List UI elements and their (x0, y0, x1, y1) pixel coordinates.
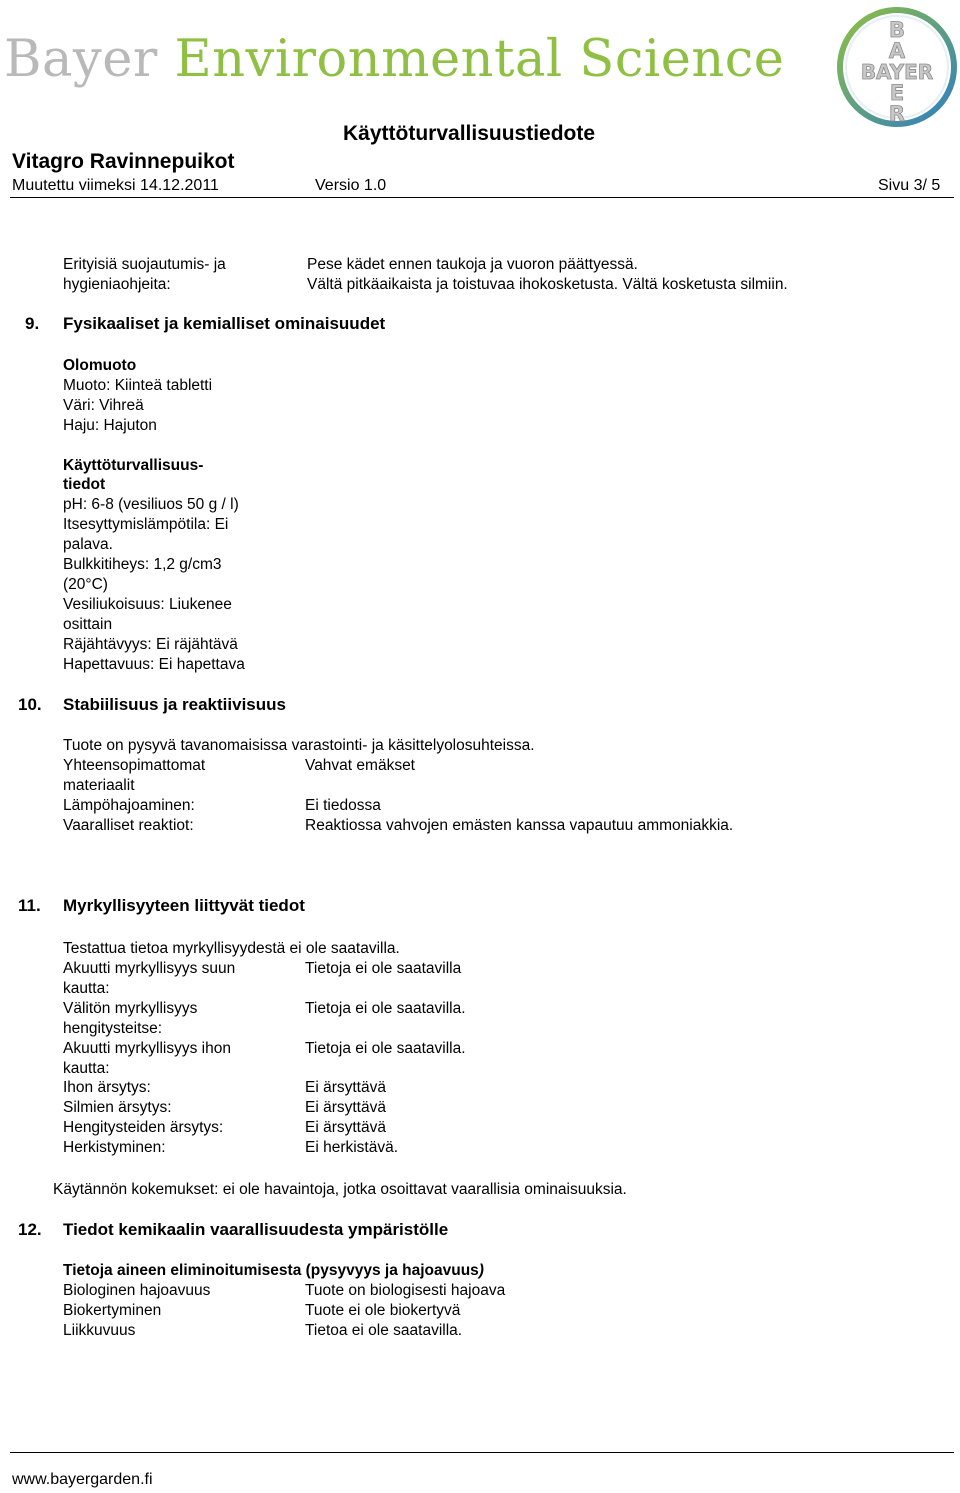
section-12-title: Tiedot kemikaalin vaarallisuudesta ympäristölle (63, 1220, 449, 1239)
toxicity-intro: Testattua tietoa myrkyllisyydestä ei ole saatavilla. (63, 940, 400, 957)
logo-word: BAYER (860, 60, 934, 84)
reactivity-value: Ei tiedossa (305, 797, 381, 814)
elimination-heading-text: Tietoja aineen eliminoitumisesta (pysyvyys ja hajoavuus (63, 1262, 479, 1279)
toxicity-value: Tietoja ei ole saatavilla. (305, 1000, 466, 1017)
logo-letter-b: B (888, 18, 906, 42)
product-name: Vitagro Ravinnepuikot (12, 150, 235, 173)
safety-line: osittain (63, 616, 113, 633)
safety-heading-2: tiedot (63, 476, 106, 493)
section-11-title: Myrkyllisyyteen liittyvät tiedot (63, 896, 305, 915)
footer-url[interactable]: www.bayergarden.fi (12, 1471, 153, 1488)
safety-line: Bulkkitiheys: 1,2 g/cm3 (63, 556, 222, 573)
toxicity-label: Välitön myrkyllisyys (63, 1000, 198, 1017)
eco-label: Biologinen hajoavuus (63, 1282, 211, 1299)
eco-label: Liikkuvuus (63, 1322, 136, 1339)
safety-line: Räjähtävyys: Ei räjähtävä (63, 636, 238, 653)
toxicity-label: Silmien ärsytys: (63, 1099, 172, 1116)
version: Versio 1.0 (315, 177, 387, 194)
safety-line: Hapettavuus: Ei hapettava (63, 656, 245, 673)
toxicity-value: Ei ärsyttävä (305, 1099, 386, 1116)
appearance-line: Väri: Vihreä (63, 397, 144, 414)
reactivity-value: Reaktiossa vahvojen emästen kanssa vapautuu ammoniakkia. (305, 817, 734, 834)
bayer-logo (836, 4, 958, 130)
toxicity-value: Ei herkistävä. (305, 1139, 399, 1156)
eco-value: Tietoa ei ole saatavilla. (305, 1322, 463, 1339)
toxicity-label: Hengitysteiden ärsytys: (63, 1119, 224, 1136)
section-9-title: Fysikaaliset ja kemialliset ominaisuudet (63, 314, 386, 333)
section-10-title: Stabiilisuus ja reaktiivisuus (63, 695, 286, 714)
logo-letter-a: A (888, 39, 906, 63)
elimination-heading (63, 1262, 484, 1280)
section-10-number: 10. (18, 695, 42, 714)
section-12-number: 12. (18, 1220, 42, 1239)
appearance-heading: Olomuoto (63, 357, 137, 374)
reactivity-value: Vahvat emäkset (305, 757, 415, 774)
eco-label: Biokertyminen (63, 1302, 162, 1319)
stability-intro: Tuote on pysyvä tavanomaisissa varastointi- ja käsittelyolosuhteissa. (63, 737, 535, 754)
elimination-heading-paren: ) (478, 1262, 484, 1279)
page-number: Sivu 3/ 5 (878, 177, 941, 194)
toxicity-value: Tietoja ei ole saatavilla. (305, 1040, 466, 1057)
toxicity-value: Ei ärsyttävä (305, 1119, 386, 1136)
toxicity-label: Ihon ärsytys: (63, 1079, 151, 1096)
toxicity-value: Tietoja ei ole saatavilla (305, 960, 462, 977)
brand-bayer: Bayer (4, 30, 175, 89)
toxicity-label: Akuutti myrkyllisyys ihon (63, 1040, 231, 1057)
brand-title (4, 30, 785, 89)
appearance-line: Haju: Hajuton (63, 417, 157, 434)
toxicity-label: Akuutti myrkyllisyys suun (63, 960, 236, 977)
document-title: Käyttöturvallisuustiedote (343, 122, 596, 145)
modified-date: Muutettu viimeksi 14.12.2011 (12, 177, 219, 194)
safety-line: (20°C) (63, 576, 108, 593)
safety-line: pH: 6-8 (vesiliuos 50 g / l) (63, 496, 239, 513)
toxicity-label: Herkistyminen: (63, 1139, 166, 1156)
logo-letter-e: E (889, 81, 905, 105)
section-9-number: 9. (25, 314, 40, 333)
practical-experience: Käytännön kokemukset: ei ole havaintoja, jotka osoittavat vaarallisia ominaisuuksia. (53, 1181, 627, 1198)
logo-letter-r: R (888, 102, 906, 126)
safety-line: palava. (63, 536, 113, 553)
safety-line: Vesiliukoisuus: Liukenee (63, 596, 232, 613)
toxicity-label-cont: hengitysteitse: (63, 1020, 163, 1037)
toxicity-value: Ei ärsyttävä (305, 1079, 386, 1096)
eco-value: Tuote on biologisesti hajoava (305, 1282, 506, 1299)
hygiene-value-1: Pese kädet ennen taukoja ja vuoron päättyessä. (307, 256, 638, 273)
reactivity-label: Vaaralliset reaktiot: (63, 817, 194, 834)
eco-value: Tuote ei ole biokertyvä (305, 1302, 461, 1319)
toxicity-label-cont: kautta: (63, 1060, 110, 1077)
hygiene-label-1: Erityisiä suojautumis- ja (63, 256, 226, 273)
reactivity-label: Lämpöhajoaminen: (63, 797, 195, 814)
section-11-number: 11. (18, 896, 41, 915)
hygiene-label-2: hygieniaohjeita: (63, 276, 171, 293)
header-divider (10, 197, 954, 198)
appearance-line: Muoto: Kiinteä tabletti (63, 377, 213, 394)
brand-environmental-science: Environmental Science (174, 30, 785, 89)
reactivity-label: Yhteensopimattomat (63, 757, 206, 774)
hygiene-value-2: Vältä pitkäaikaista ja toistuvaa ihokosketusta. Vältä kosketusta silmiin. (307, 276, 788, 293)
safety-heading-1: Käyttöturvallisuus- (63, 457, 204, 474)
safety-line: Itsesyttymislämpötila: Ei (63, 516, 229, 533)
reactivity-label-cont: materiaalit (63, 777, 135, 794)
toxicity-label-cont: kautta: (63, 980, 110, 997)
footer-divider (10, 1452, 954, 1453)
